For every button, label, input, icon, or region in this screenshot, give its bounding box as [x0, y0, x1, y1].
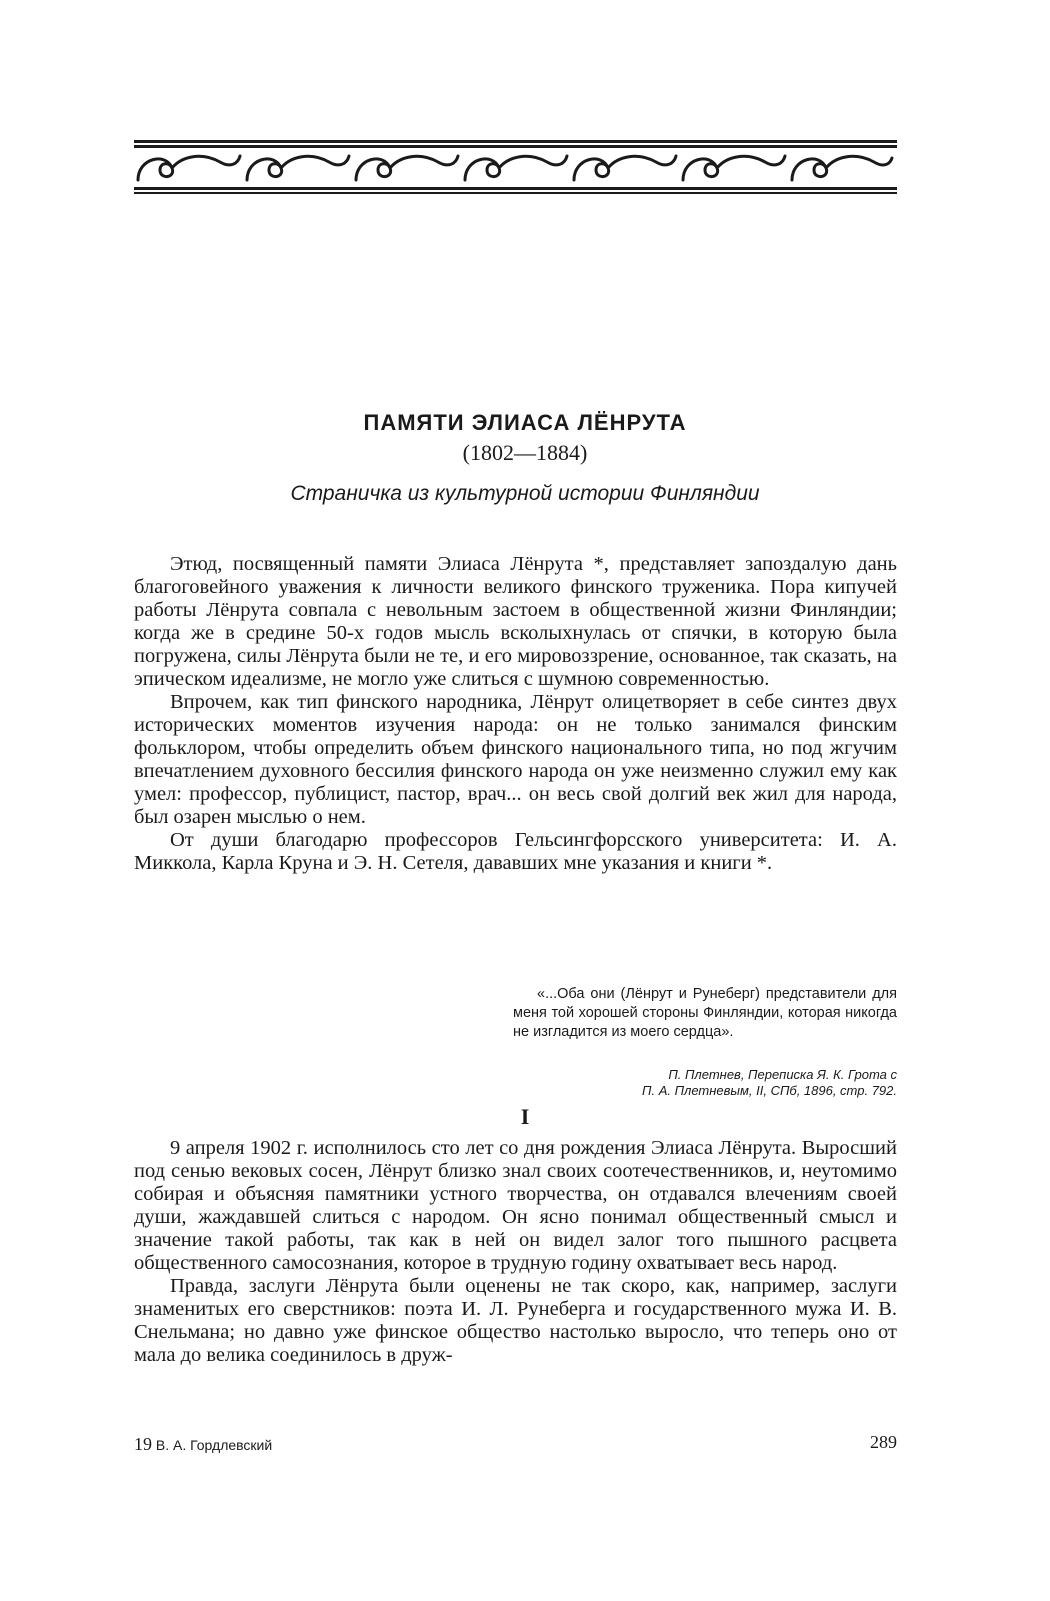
page-number: 289: [870, 1432, 897, 1452]
section-paragraph: Правда, заслуги Лёнрута были оценены не так скоро, как, например, заслуги знаменитых его сверстников: поэта И. Л. Рунеберга и государственного мужа И. В. Снельмана; но давно уже финское общество настолько выросло, что теперь оно от мала до велика соединилось в друж-: [134, 1275, 897, 1366]
intro-paragraph: От души благодарю профессоров Гельсингфорсского университета: И. А. Миккола, Карла Круна и Э. Н. Сетеля, дававших мне указания и книги *.: [134, 829, 897, 874]
intro-text: [134, 553, 897, 875]
epigraph: [513, 985, 897, 1042]
article-subtitle: Страничка из культурной истории Финляндии: [290, 482, 760, 505]
ornamental-border: [134, 140, 897, 196]
article-years: (1802—1884): [462, 440, 588, 465]
section-number: I: [520, 1104, 530, 1129]
page-footer-signature: [134, 1434, 272, 1455]
epigraph-quote: «...Оба они (Лёнрут и Рунеберг) представители для меня той хорошей стороны Финляндии, которая никогда не изгладится из моего сердца».: [513, 986, 897, 1040]
section-1-text: [134, 1137, 897, 1367]
attribution-line: П. Плетнев, Переписка Я. К. Грота с: [668, 1067, 897, 1082]
attribution-line: П. А. Плетневым, II, СПб, 1896, стр. 792.: [642, 1083, 897, 1098]
signature-number: 19: [134, 1434, 152, 1454]
intro-paragraph: Этюд, посвященный памяти Элиаса Лёнрута *, представляет запоздалую дань благоговейного уважения к личности великого финского труженика. Пора кипучей работы Лёнрута совпала с невольным застоем в общественной жизни Финляндии; когда же в средине 50-х годов мысль всколыхнулась от спячки, в которую была погружена, силы Лёнрута были не те, и его мировоззрение, основанное, так сказать, на эпическом идеализме, не могло уже слиться с шумною современностью.: [134, 553, 897, 690]
article-title: ПАМЯТИ ЭЛИАСА ЛЁНРУТА: [363, 410, 687, 435]
epigraph-attribution: [513, 1067, 897, 1099]
footer-author: В. А. Гордлевский: [155, 1437, 273, 1453]
section-paragraph: 9 апреля 1902 г. исполнилось сто лет со дня рождения Элиаса Лёнрута. Выросший под сенью вековых сосен, Лёнрут близко знал своих соотечественников, и, неутомимо собирая и объясняя памятники устного творчества, он отдавался влечениям своей души, жаждавшей слиться с народом. Он ясно понимал общественный смысл и значение такой работы, так как в ней он видел залог того пышного расцвета общественного самосознания, которое в трудную годину охватывает весь народ.: [134, 1137, 897, 1274]
intro-paragraph: Впрочем, как тип финского народника, Лёнрут олицетворяет в себе синтез двух исторических моментов изучения народа: он не только занимался финским фольклором, чтобы определить объем финского национального типа, но под жгучим впечатлением духовного бессилия финского народа он уже неизменно служил ему как умел: профессор, публицист, пастор, врач... он весь свой долгий век жил для народа, был озарен мыслью о нем.: [134, 691, 897, 828]
